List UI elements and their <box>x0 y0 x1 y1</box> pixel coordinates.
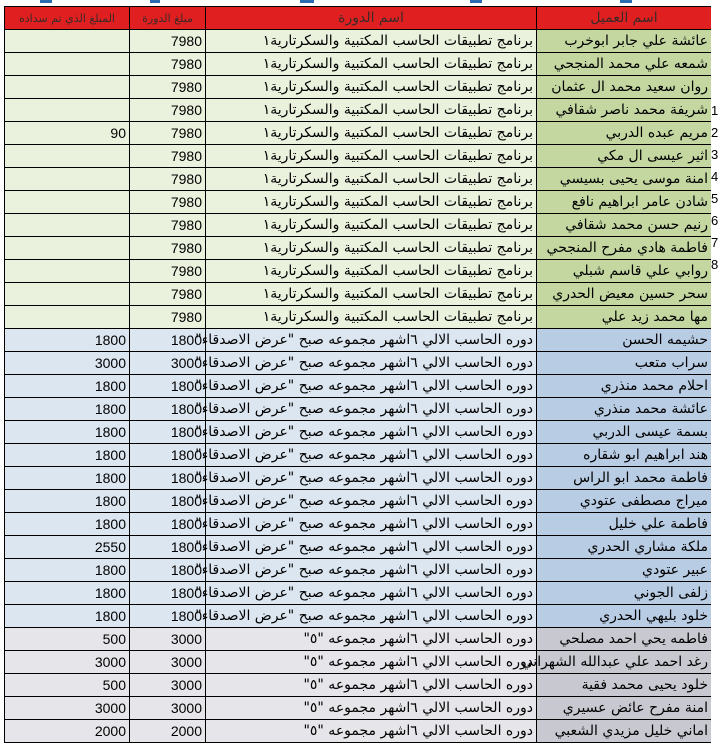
table-row <box>5 329 712 352</box>
paid-cell[interactable] <box>5 30 130 53</box>
course-cell[interactable]: برنامج تطبيقات الحاسب المكتبية والسكرتارية١ <box>206 214 537 237</box>
course-cell[interactable]: برنامج تطبيقات الحاسب المكتبية والسكرتارية١ <box>206 122 537 145</box>
fee-cell[interactable]: 3000 <box>130 697 206 720</box>
header-paid[interactable]: المبلغ الذي تم سداده <box>5 7 130 30</box>
course-cell[interactable]: دوره الحاسب الالي ٦اشهر مجموعه صبح "عرض الاصدقاء" <box>206 582 537 605</box>
client-name-cell[interactable]: عائشة محمد منذري <box>537 398 712 421</box>
fee-cell[interactable]: 1800 <box>130 398 206 421</box>
table-row <box>5 30 712 53</box>
client-name-cell[interactable]: فاطمه يحي احمد مصلحي <box>537 628 712 651</box>
table-row <box>5 651 712 674</box>
course-cell[interactable]: دوره الحاسب الالي ٦اشهر مجموعه صبح "عرض الاصدقاء" <box>206 467 537 490</box>
header-fee[interactable]: مبلغ الدورة <box>130 7 206 30</box>
paid-cell[interactable]: 1800 <box>5 559 130 582</box>
course-cell[interactable]: دوره الحاسب الالي ٦اشهر مجموعه صبح "عرض الاصدقاء" <box>206 513 537 536</box>
paid-cell[interactable] <box>5 145 130 168</box>
paid-cell[interactable]: 1800 <box>5 375 130 398</box>
table-row <box>5 582 712 605</box>
table-row <box>5 145 712 168</box>
table-row <box>5 720 712 743</box>
header-course[interactable]: اسم الدورة <box>206 7 537 30</box>
course-cell[interactable]: برنامج تطبيقات الحاسب المكتبية والسكرتارية١ <box>206 99 537 122</box>
paid-cell[interactable] <box>5 99 130 122</box>
table-row <box>5 237 712 260</box>
paid-cell[interactable]: 3000 <box>5 697 130 720</box>
paid-cell[interactable]: 500 <box>5 628 130 651</box>
table-row <box>5 260 712 283</box>
client-name-cell[interactable]: امنة مفرح عائض عسيري <box>537 697 712 720</box>
fee-cell[interactable]: 3000 <box>130 352 206 375</box>
paid-cell[interactable] <box>5 306 130 329</box>
table-row <box>5 191 712 214</box>
paid-cell[interactable]: 1800 <box>5 490 130 513</box>
paid-cell[interactable]: 1800 <box>5 605 130 628</box>
client-name-cell[interactable]: امنة موسى يحيى بسيسي <box>537 168 712 191</box>
course-cell[interactable]: برنامج تطبيقات الحاسب المكتبية والسكرتارية١ <box>206 283 537 306</box>
header-row <box>5 7 712 30</box>
table-row <box>5 421 712 444</box>
paid-cell[interactable]: 2000 <box>5 720 130 743</box>
fee-cell[interactable]: 7980 <box>130 214 206 237</box>
table-row <box>5 99 712 122</box>
fee-cell[interactable]: 2000 <box>130 720 206 743</box>
fee-cell[interactable]: 3000 <box>130 628 206 651</box>
client-name-cell[interactable]: زلفى الجوني <box>537 582 712 605</box>
header-client[interactable]: اسم العميل <box>537 7 712 30</box>
table-row <box>5 375 712 398</box>
client-name-cell[interactable]: حشيمه الحسن <box>537 329 712 352</box>
course-cell[interactable]: دوره الحاسب الالي ٦اشهر مجموعه صبح "عرض الاصدقاء" <box>206 375 537 398</box>
client-name-cell[interactable]: سحر حسين معيض الحدري <box>537 283 712 306</box>
edge-row-number: 8 <box>711 257 718 272</box>
table-row <box>5 536 712 559</box>
table-row <box>5 628 712 651</box>
fee-cell[interactable]: 3000 <box>130 674 206 697</box>
table-row <box>5 283 712 306</box>
table-row <box>5 467 712 490</box>
paid-cell[interactable] <box>5 53 130 76</box>
paid-cell[interactable]: 90 <box>5 122 130 145</box>
course-cell[interactable]: دوره الحاسب الالي ٦اشهر مجموعه "٥" <box>206 651 537 674</box>
fee-cell[interactable]: 7980 <box>130 237 206 260</box>
paid-cell[interactable] <box>5 237 130 260</box>
edge-row-number: 3 <box>711 147 718 162</box>
course-cell[interactable]: برنامج تطبيقات الحاسب المكتبية والسكرتارية١ <box>206 191 537 214</box>
paid-cell[interactable] <box>5 76 130 99</box>
client-name-cell[interactable]: خلود بليهي الحدري <box>537 605 712 628</box>
fee-cell[interactable]: 1800 <box>130 329 206 352</box>
course-cell[interactable]: برنامج تطبيقات الحاسب المكتبية والسكرتارية١ <box>206 76 537 99</box>
course-cell[interactable]: دوره الحاسب الالي ٦اشهر مجموعه صبح "عرض الاصدقاء" <box>206 559 537 582</box>
edge-row-number: 7 <box>711 235 718 250</box>
fee-cell[interactable]: 7980 <box>130 30 206 53</box>
fee-cell[interactable]: 1800 <box>130 444 206 467</box>
table-row <box>5 76 712 99</box>
client-name-cell[interactable]: احلام محمد منذري <box>537 375 712 398</box>
client-name-cell[interactable]: مريم عبده الدربي <box>537 122 712 145</box>
table-row <box>5 53 712 76</box>
client-name-cell[interactable]: رنيم حسن محمد شقافي <box>537 214 712 237</box>
paid-cell[interactable]: 1800 <box>5 582 130 605</box>
course-cell[interactable]: دوره الحاسب الالي ٦اشهر مجموعه صبح "عرض الاصدقاء" <box>206 329 537 352</box>
fee-cell[interactable]: 1800 <box>130 582 206 605</box>
fee-cell[interactable]: 7980 <box>130 168 206 191</box>
edge-row-number: 1 <box>711 103 718 118</box>
fee-cell[interactable]: 1800 <box>130 559 206 582</box>
paid-cell[interactable] <box>5 168 130 191</box>
client-name-cell[interactable]: مها محمد زيد علي <box>537 306 712 329</box>
client-name-cell[interactable]: هند ابراهيم ابو شقاره <box>537 444 712 467</box>
client-name-cell[interactable]: شادن عامر ابراهيم نافع <box>537 191 712 214</box>
client-name-cell[interactable]: اماني خليل مزيدي الشعبي <box>537 720 712 743</box>
fee-cell[interactable]: 7980 <box>130 122 206 145</box>
paid-cell[interactable]: 2550 <box>5 536 130 559</box>
table-row <box>5 214 712 237</box>
course-cell[interactable]: برنامج تطبيقات الحاسب المكتبية والسكرتارية١ <box>206 260 537 283</box>
fee-cell[interactable]: 1800 <box>130 375 206 398</box>
client-name-cell[interactable]: شريفة محمد ناصر شقافي <box>537 99 712 122</box>
table-row <box>5 122 712 145</box>
table-row <box>5 674 712 697</box>
client-name-cell[interactable]: شمعه علي محمد المنجحي <box>537 53 712 76</box>
fee-cell[interactable]: 3000 <box>130 651 206 674</box>
clients-table <box>4 6 712 743</box>
fee-cell[interactable]: 7980 <box>130 260 206 283</box>
paid-cell[interactable] <box>5 214 130 237</box>
fee-cell[interactable]: 1800 <box>130 605 206 628</box>
paid-cell[interactable]: 3000 <box>5 352 130 375</box>
paid-cell[interactable] <box>5 283 130 306</box>
course-cell[interactable]: دوره الحاسب الالي ٦اشهر مجموعه صبح "عرض الاصدقاء" <box>206 352 537 375</box>
course-cell[interactable]: دوره الحاسب الالي ٦اشهر مجموعه صبح "عرض الاصدقاء" <box>206 536 537 559</box>
client-name-cell[interactable]: اثير عيسى ال مكي <box>537 145 712 168</box>
client-name-cell[interactable]: سراب متعب <box>537 352 712 375</box>
paid-cell[interactable]: 3000 <box>5 651 130 674</box>
course-cell[interactable]: برنامج تطبيقات الحاسب المكتبية والسكرتارية١ <box>206 145 537 168</box>
course-cell[interactable]: دوره الحاسب الالي ٦اشهر مجموعه صبح "عرض الاصدقاء" <box>206 444 537 467</box>
course-cell[interactable]: دوره الحاسب الالي ٦اشهر مجموعه "٥" <box>206 697 537 720</box>
fee-cell[interactable]: 1800 <box>130 513 206 536</box>
table-row <box>5 513 712 536</box>
course-cell[interactable]: برنامج تطبيقات الحاسب المكتبية والسكرتارية١ <box>206 168 537 191</box>
fee-cell[interactable]: 7980 <box>130 99 206 122</box>
course-cell[interactable]: برنامج تطبيقات الحاسب المكتبية والسكرتارية١ <box>206 306 537 329</box>
client-name-cell[interactable]: رغد احمد علي عبدالله الشهراني <box>537 651 712 674</box>
fee-cell[interactable]: 1800 <box>130 467 206 490</box>
course-cell[interactable]: دوره الحاسب الالي ٦اشهر مجموعه صبح "عرض الاصدقاء" <box>206 398 537 421</box>
client-name-cell[interactable]: ملكة مشاري الحدري <box>537 536 712 559</box>
paid-cell[interactable] <box>5 191 130 214</box>
course-cell[interactable]: دوره الحاسب الالي ٦اشهر مجموعه "٥" <box>206 628 537 651</box>
table-row <box>5 352 712 375</box>
client-name-cell[interactable]: فاطمة علي خليل <box>537 513 712 536</box>
course-cell[interactable]: دوره الحاسب الالي ٦اشهر مجموعه صبح "عرض الاصدقاء" <box>206 421 537 444</box>
table-row <box>5 490 712 513</box>
edge-row-number: 6 <box>711 213 718 228</box>
table-row <box>5 306 712 329</box>
client-name-cell[interactable]: روابي علي قاسم شبلي <box>537 260 712 283</box>
fee-cell[interactable]: 1800 <box>130 490 206 513</box>
paid-cell[interactable]: 1800 <box>5 398 130 421</box>
client-name-cell[interactable]: بسمة عيسى الدربي <box>537 421 712 444</box>
table-row <box>5 168 712 191</box>
course-cell[interactable]: برنامج تطبيقات الحاسب المكتبية والسكرتارية١ <box>206 237 537 260</box>
course-cell[interactable]: برنامج تطبيقات الحاسب المكتبية والسكرتارية١ <box>206 30 537 53</box>
client-name-cell[interactable]: عبير عتودي <box>537 559 712 582</box>
course-cell[interactable]: دوره الحاسب الالي ٦اشهر مجموعه "٥" <box>206 720 537 743</box>
paid-cell[interactable]: 1800 <box>5 467 130 490</box>
fee-cell[interactable]: 7980 <box>130 53 206 76</box>
fee-cell[interactable]: 1800 <box>130 421 206 444</box>
table-row <box>5 605 712 628</box>
fee-cell[interactable]: 7980 <box>130 76 206 99</box>
fee-cell[interactable]: 1800 <box>130 536 206 559</box>
fee-cell[interactable]: 7980 <box>130 306 206 329</box>
fee-cell[interactable]: 7980 <box>130 145 206 168</box>
paid-cell[interactable]: 1800 <box>5 513 130 536</box>
paid-cell[interactable] <box>5 260 130 283</box>
table-row <box>5 444 712 467</box>
client-name-cell[interactable]: فاطمة محمد ابو الراس <box>537 467 712 490</box>
client-name-cell[interactable]: ميراج مصطفى عتودي <box>537 490 712 513</box>
table-row <box>5 697 712 720</box>
fee-cell[interactable]: 7980 <box>130 191 206 214</box>
edge-row-number: 5 <box>711 191 718 206</box>
paid-cell[interactable]: 1800 <box>5 421 130 444</box>
table-row <box>5 559 712 582</box>
fee-cell[interactable]: 7980 <box>130 283 206 306</box>
paid-cell[interactable]: 500 <box>5 674 130 697</box>
course-cell[interactable]: دوره الحاسب الالي ٦اشهر مجموعه صبح "عرض الاصدقاء" <box>206 490 537 513</box>
table-row <box>5 398 712 421</box>
edge-row-number: 2 <box>711 125 718 140</box>
client-name-cell[interactable]: روان سعيد محمد ال عثمان <box>537 76 712 99</box>
paid-cell[interactable]: 1800 <box>5 329 130 352</box>
course-cell[interactable]: برنامج تطبيقات الحاسب المكتبية والسكرتارية١ <box>206 53 537 76</box>
client-name-cell[interactable]: فاطمة هادي مفرح المنجحي <box>537 237 712 260</box>
client-name-cell[interactable]: عائشة علي جابر ابوخرب <box>537 30 712 53</box>
client-name-cell[interactable]: خلود يحيى محمد فقية <box>537 674 712 697</box>
edge-row-number: 4 <box>711 169 718 184</box>
course-cell[interactable]: دوره الحاسب الالي ٦اشهر مجموعه صبح "عرض الاصدقاء" <box>206 605 537 628</box>
course-cell[interactable]: دوره الحاسب الالي ٦اشهر مجموعه "٥" <box>206 674 537 697</box>
paid-cell[interactable]: 1800 <box>5 444 130 467</box>
